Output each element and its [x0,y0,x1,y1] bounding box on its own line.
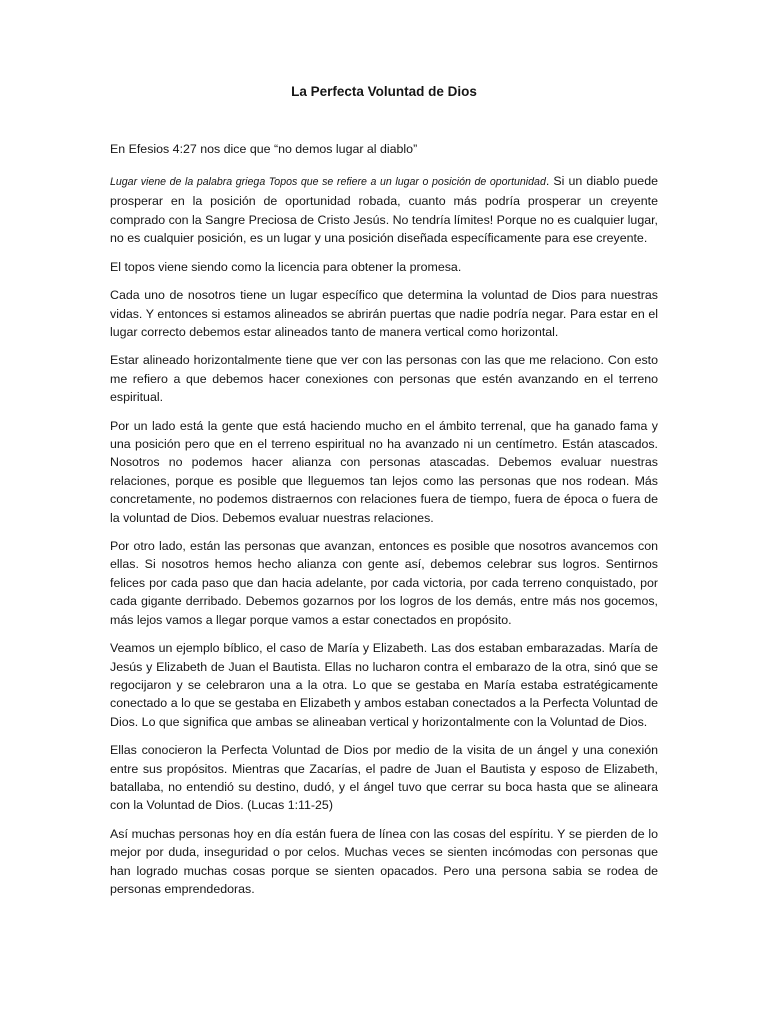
paragraph-horizontal-alignment: Estar alineado horizontalmente tiene que ver con las personas con las que me relaciono. Con esto me refiero a que debemos hacer conexiones con personas que estén avanzando en el terreno espiritual. [110,353,658,405]
paragraph-conclusion: Así muchas personas hoy en día están fuera de línea con las cosas del espíritu. Y se pierden de lo mejor por duda, inseguridad o por celos. Muchas veces se sienten incómodas con personas que han logrado muchas cosas porque se sienten opacados. Pero una persona sabia se rodea de personas emprendedoras. [110,826,658,896]
topos-paragraph [110,172,658,247]
paragraph-maria-elizabeth: Veamos un ejemplo bíblico, el caso de María y Elizabeth. Las dos estaban embarazadas. María de Jesús y Elizabeth de Juan el Bautista. Ellas no lucharon contra el embarazo de la otra, sinó que se regocijaron y se celebraron una a la otra. Lo que se gestaba en María estaba estratégicamente conectado a lo que se gestaba en Elizabeth y ambos estaban conectados a la Perfecta Voluntad de Dios. Lo que significa que ambas se alineaban vertical y horizontalmente con la Voluntad de Dios. [110,641,658,729]
document-title: La Perfecta Voluntad de Dios [291,84,477,99]
topos-text: . Si un diablo puede prosperar en la posición de oportunidad robada, cuanto más podría prosperar un creyente comprado con la Sangre Preciosa de Cristo Jesús. No tendría límites! Porque no es cualquier lugar, no es cualquier posición, es un lugar y una posición diseñada específicamente para ese creyente. [110,174,658,246]
lead-paragraph: En Efesios 4:27 nos dice que “no demos lugar al diablo” [110,142,418,156]
paragraph-specific-place: Cada uno de nosotros tiene un lugar específico que determina la voluntad de Dios para nuestras vidas. Y entonces si estamos alineados se abrirán puertas que nadie podría negar. Para estar en el lugar correcto debemos estar alineados tanto de manera vertical como horizontal. [110,288,658,339]
document-body [110,140,658,908]
paragraph-advancing-people: Por otro lado, están las personas que avanzan, entonces es posible que nosotros avancemos con ellas. Si nosotros hemos hecho alianza con gente así, debemos celebrar sus logros. Sentirnos felices por cada paso que dan hacia adelante, por cada victoria, por cada terreno conquistado, por cada gigante derribado. Debemos gozarnos por los logros de los demás, entre más nos gocemos, más lejos vamos a llegar porque vamos a estar conectados en propósito. [110,539,658,627]
topos-note: Lugar viene de la palabra griega Topos que se refiere a un lugar o posición de oportunidad [110,176,546,189]
paragraph-zacarias: Ellas conocieron la Perfecta Voluntad de Dios por medio de la visita de un ángel y una conexión entre sus propósitos. Mientras que Zacarías, el padre de Juan el Bautista y esposo de Elizabeth, batallaba, no entendió su destino, dudó, y el ángel tuvo que cerrar su boca hasta que se alineara con la Voluntad de Dios. (Lucas 1:11-25) [110,743,658,813]
paragraph-stuck-people: Por un lado está la gente que está haciendo mucho en el ámbito terrenal, que ha ganado fama y una posición pero que en el terreno espiritual no ha avanzado ni un centímetro. Están atascados. Nosotros no podemos hacer alianza con personas atascadas. Debemos evaluar nuestras relaciones, porque es posible que lleguemos tan lejos como las personas que nos rodean. Más concretamente, no podemos distraernos con relaciones fuera de tiempo, fuera de época o fuera de la voluntad de Dios. Debemos evaluar nuestras relaciones. [110,418,658,525]
paragraph-topos-license: El topos viene siendo como la licencia para obtener la promesa. [110,259,462,274]
